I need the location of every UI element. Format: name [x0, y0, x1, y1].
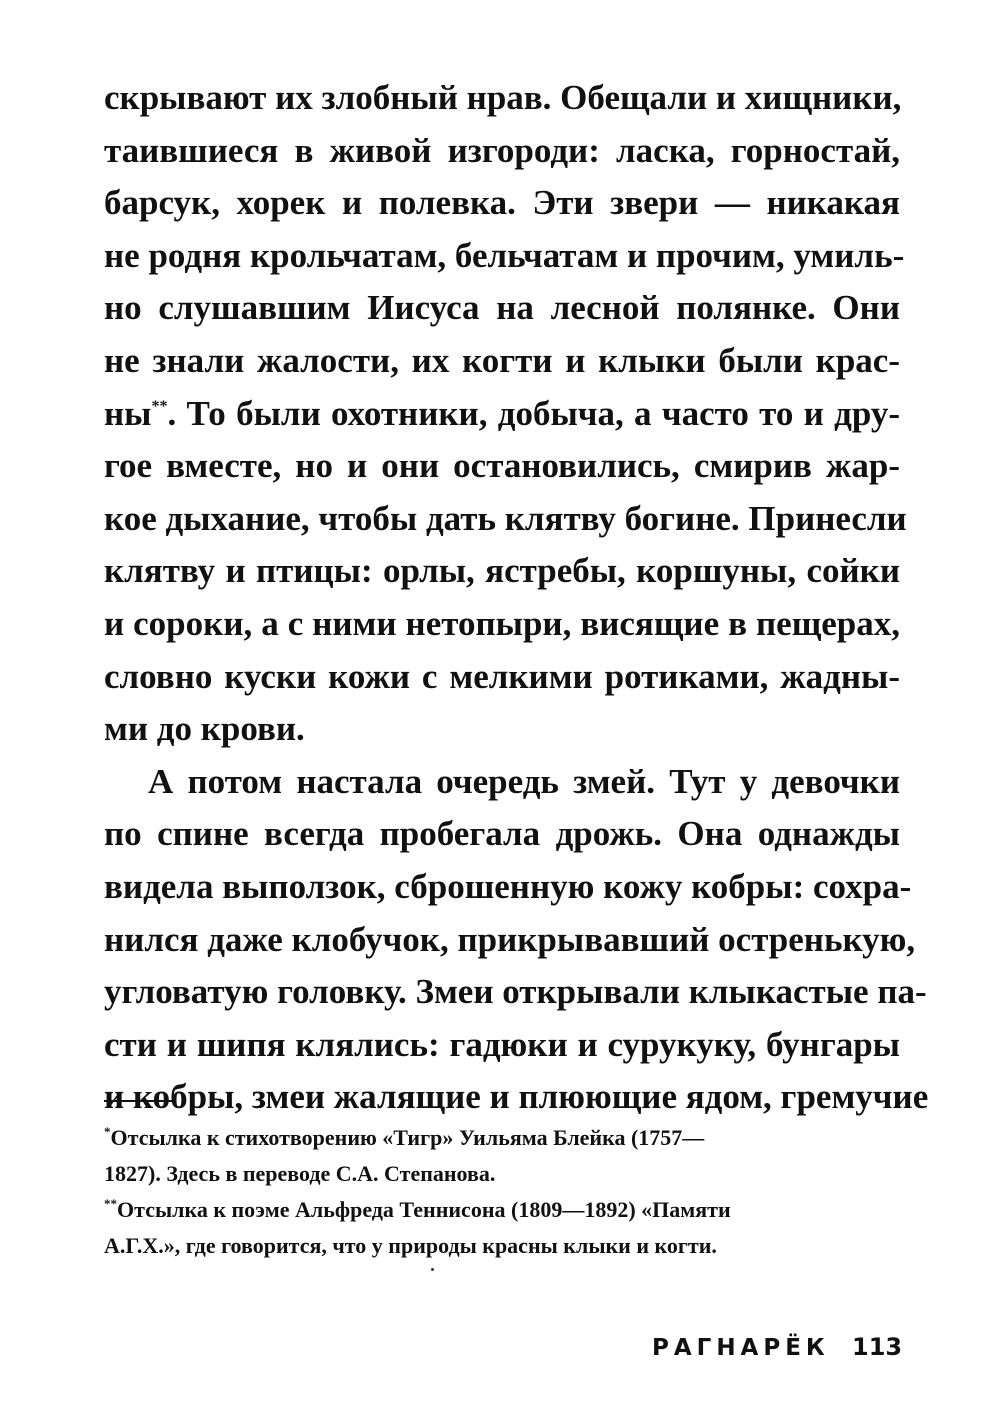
text-line: гое вместе, но и они остановились, смирив жар- — [104, 446, 900, 486]
text-line: но слушавшим Иисуса на лесной полянке. Они — [104, 288, 900, 328]
text-line: и сороки, а с ними нетопыри, висящие в пещерах, — [104, 603, 900, 643]
page-number: 113 — [852, 1333, 903, 1361]
footnote-text: Отсылка к стихотворению «Тигр» Уильяма Блейка (1757— — [110, 1125, 705, 1150]
footnote-marker: * — [104, 1124, 111, 1139]
running-head: РАГНАРЁК — [652, 1335, 830, 1361]
text-line: А потом настала очередь змей. Тут у девочки — [148, 761, 900, 801]
footnote-divider — [104, 1100, 174, 1102]
text-line: и кобры, змеи жалящие и плюющие ядом, гремучие — [104, 1077, 929, 1117]
text-fragment: ны — [104, 393, 152, 433]
footnote-text: Отсылка к поэме Альфреда Теннисона (1809—1892) «Памяти — [117, 1197, 731, 1222]
text-line: видела выползок, сброшенную кожу кобры: сохра- — [104, 866, 912, 906]
text-line-with-footnote — [104, 388, 900, 441]
text-line: клятву и птицы: орлы, ястребы, коршуны, сойки — [104, 551, 900, 591]
footnote-2-continued: А.Г.Х.», где говорится, что у природы красны клыки и когти. — [104, 1233, 717, 1258]
text-line: скрывают их злобный нрав. Обещали и хищники, — [104, 78, 902, 117]
text-line: не родня крольчатам, бельчатам и прочим, умиль- — [104, 235, 905, 275]
footnote-marker: ** — [151, 397, 168, 415]
text-line: таившиеся в живой изгороди: ласка, горностай, — [104, 130, 900, 170]
print-speck — [431, 1268, 434, 1271]
text-line: по спине всегда пробегала дрожь. Она однажды — [104, 814, 900, 854]
footnotes — [104, 1120, 874, 1264]
text-fragment: . То были охотники, добыча, а часто то и дру- — [167, 393, 900, 433]
footnote-1-continued: 1827). Здесь в переводе С.А. Степанова. — [104, 1161, 496, 1186]
text-line: нился даже клобучок, прикрывавший остренькую, — [104, 919, 916, 959]
footnote-1 — [104, 1120, 874, 1156]
footnote-marker: ** — [104, 1196, 117, 1211]
text-line: угловатую головку. Змеи открывали клыкастые па- — [104, 972, 927, 1012]
text-line: барсук, хорек и полевка. Эти звери — никакая — [104, 183, 900, 223]
footnote-2 — [104, 1192, 874, 1228]
text-line: кое дыхание, чтобы дать клятву богине. Принесли — [104, 498, 907, 538]
text-line: ми до крови. — [104, 709, 305, 749]
text-line: словно куски кожи с мелкими ротиками, жадны- — [104, 656, 900, 696]
text-line: сти и шипя клялись: гадюки и сурукуку, бунгары — [104, 1024, 900, 1064]
text-line: не знали жалости, их когти и клыки были крас- — [104, 340, 900, 380]
body-text — [104, 72, 929, 1124]
